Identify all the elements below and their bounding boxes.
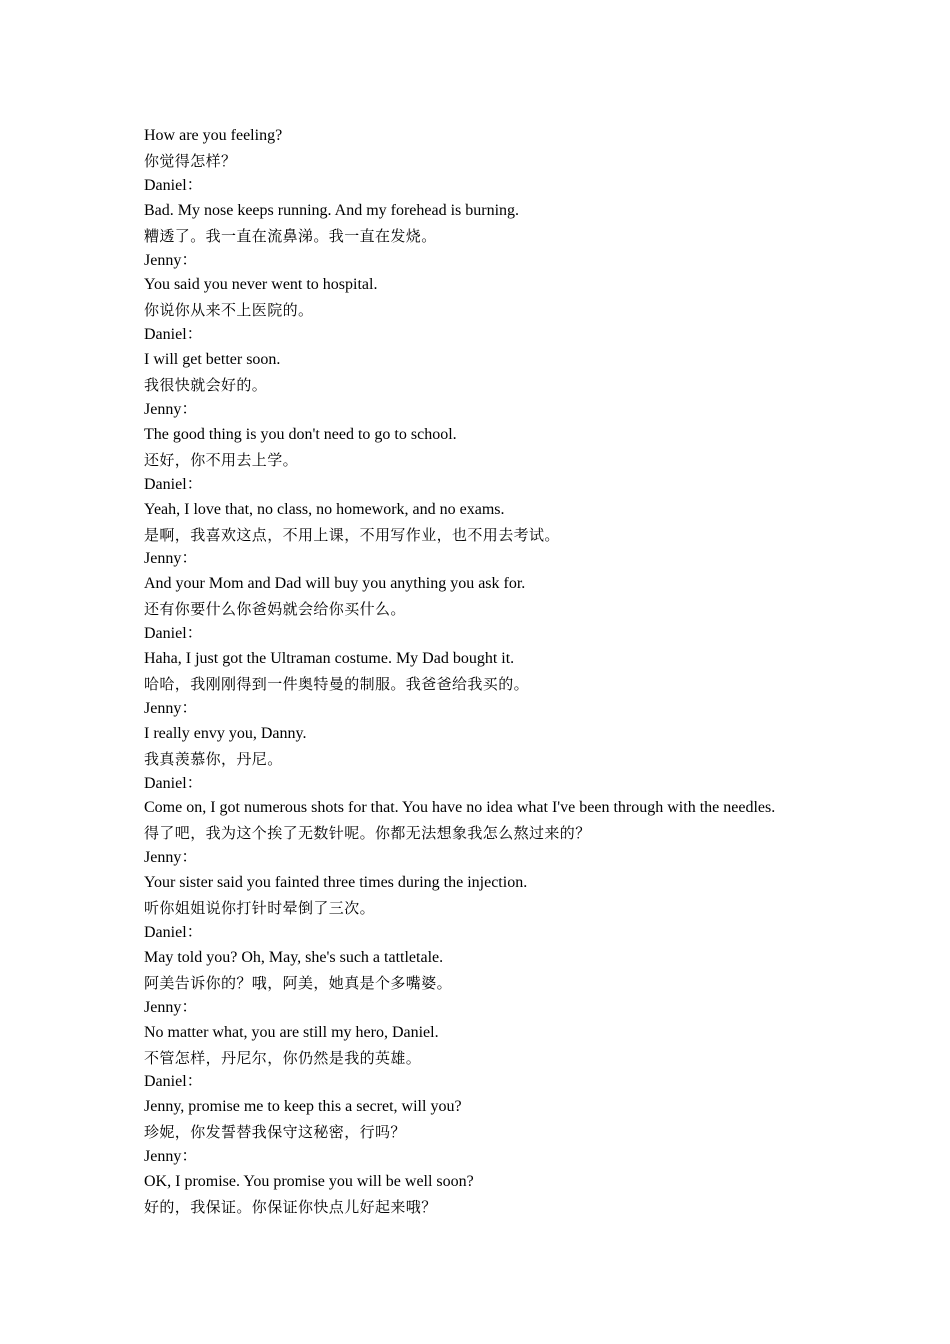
translation-line: 还有你要什么你爸妈就会给你买什么。	[144, 600, 406, 619]
speaker-label: Jenny：	[144, 998, 198, 1016]
translation-line: 你觉得怎样？	[144, 151, 237, 170]
speaker-label: Daniel：	[144, 176, 203, 194]
dialogue-line: I really envy you, Danny.	[144, 724, 307, 742]
speaker-label: Jenny：	[144, 699, 198, 717]
dialogue-line: OK, I promise. You promise you will be well soon?	[144, 1173, 474, 1191]
dialogue-line: I will get better soon.	[144, 351, 281, 369]
translation-line: 糟透了。我一直在流鼻涕。我一直在发烧。	[144, 226, 437, 245]
speaker-label: Daniel：	[144, 924, 203, 941]
dialogue-line: The good thing is you don't need to go to school.	[144, 425, 457, 443]
dialogue-line: And your Mom and Dad will buy you anything you ask for.	[144, 575, 526, 593]
dialogue-line: Come on, I got numerous shots for that. You have no idea what I've been through with the needles.	[144, 799, 776, 817]
speaker-label: Jenny：	[144, 1148, 198, 1166]
translation-line: 阿美告诉你的？哦，阿美，她真是个多嘴婆。	[144, 973, 453, 992]
dialogue-body	[144, 124, 864, 1220]
speaker-label: Jenny：	[144, 849, 198, 867]
dialogue-line: How are you feeling?	[144, 127, 283, 144]
speaker-label: Jenny：	[144, 400, 198, 418]
dialogue-line: Bad. My nose keeps running. And my forehead is burning.	[144, 201, 520, 219]
translation-line: 不管怎样，丹尼尔，你仍然是我的英雄。	[144, 1048, 422, 1067]
translation-line: 我很快就会好的。	[144, 376, 268, 395]
translation-line: 得了吧，我为这个挨了无数针呢。你都无法想象我怎么熬过来的？	[144, 824, 591, 843]
translation-line: 珍妮，你发誓替我保守这秘密，行吗？	[144, 1123, 406, 1142]
translation-line: 是啊，我喜欢这点，不用上课，不用写作业，也不用去考试。	[144, 525, 560, 544]
dialogue-line: No matter what, you are still my hero, Daniel.	[144, 1023, 439, 1041]
dialogue-line: You said you never went to hospital.	[144, 276, 378, 294]
translation-line: 我真羡慕你，丹尼。	[144, 749, 283, 768]
dialogue-line: Jenny, promise me to keep this a secret, will you?	[144, 1098, 462, 1116]
dialogue-line: Haha, I just got the Ultraman costume. My Dad bought it.	[144, 650, 515, 668]
translation-line: 还好，你不用去上学。	[144, 450, 299, 469]
speaker-label: Daniel：	[144, 774, 203, 792]
speaker-label: Daniel：	[144, 1073, 203, 1091]
dialogue-line: May told you? Oh, May, she's such a tattletale.	[144, 948, 444, 966]
translation-line: 你说你从来不上医院的。	[144, 301, 314, 320]
dialogue-line: Your sister said you fainted three times during the injection.	[144, 874, 528, 892]
speaker-label: Daniel：	[144, 326, 203, 344]
speaker-label: Daniel：	[144, 625, 203, 643]
translation-line: 哈哈，我刚刚得到一件奥特曼的制服。我爸爸给我买的。	[144, 674, 530, 693]
translation-line: 听你姐姐说你打针时晕倒了三次。	[144, 899, 376, 918]
translation-line: 好的，我保证。你保证你快点儿好起来哦？	[144, 1197, 437, 1216]
speaker-label: Jenny：	[144, 251, 198, 269]
dialogue-line: Yeah, I love that, no class, no homework, and no exams.	[144, 500, 505, 518]
speaker-label: Daniel：	[144, 475, 203, 493]
speaker-label: Jenny：	[144, 550, 198, 568]
